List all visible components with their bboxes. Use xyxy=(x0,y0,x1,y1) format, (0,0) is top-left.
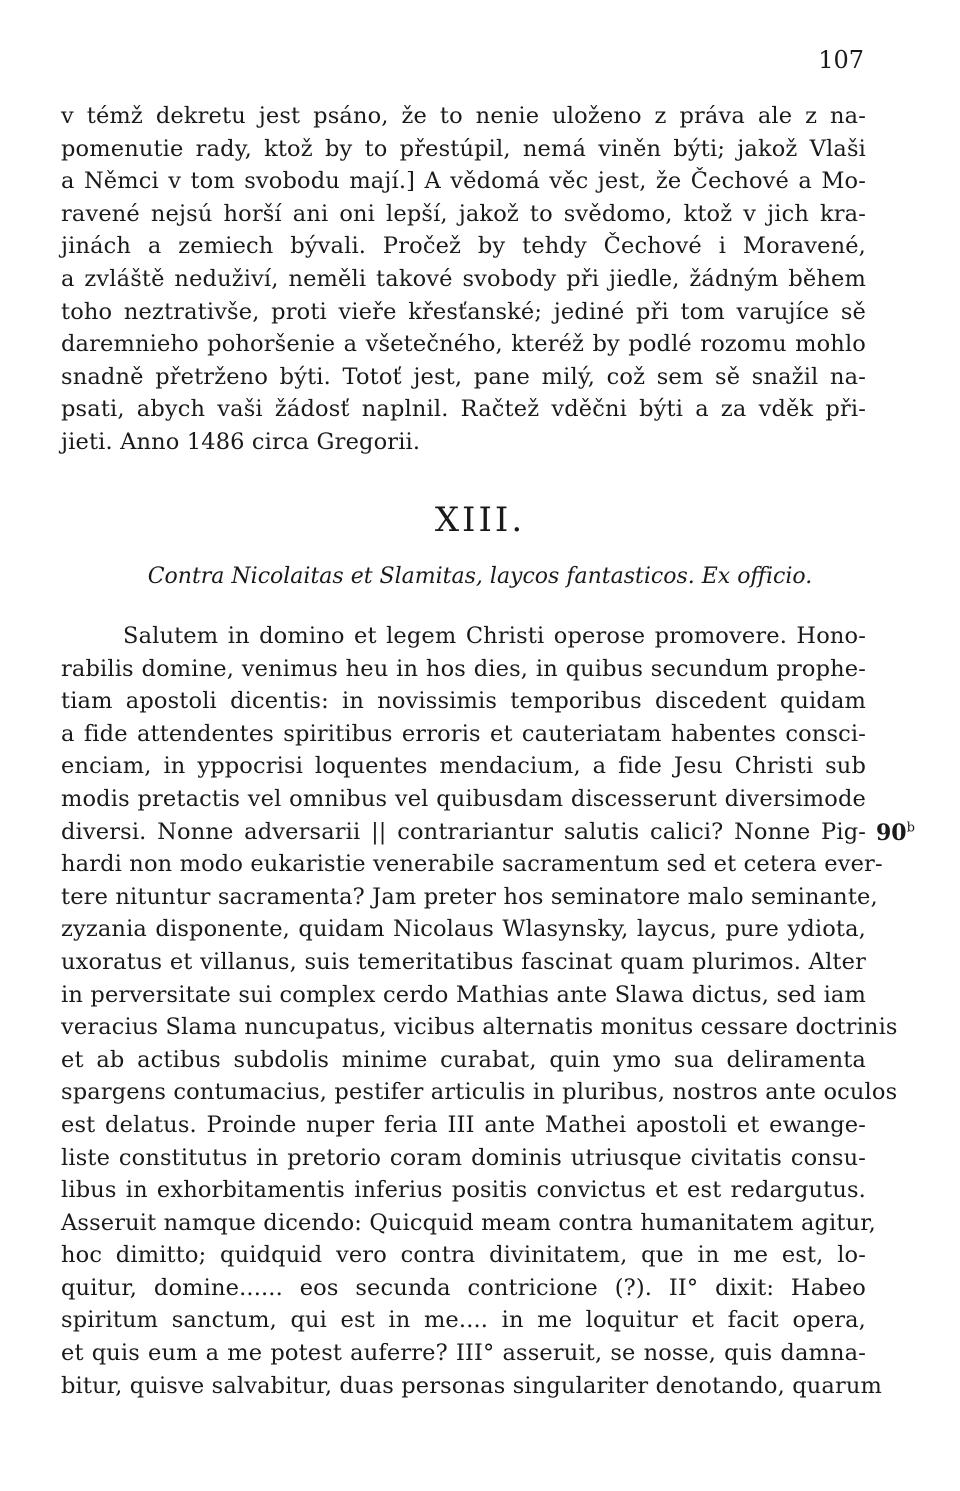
text-line: Asseruit namque dicendo: Quicquid meam contra humanitatem agitur, xyxy=(61,1209,876,1236)
page-number: 107 xyxy=(818,46,864,74)
text-line: in perversitate sui complex cerdo Mathias ante Slawa dictus, sed iam xyxy=(61,981,866,1008)
text-line: a zvláště neduživí, neměli takové svobody při jiedle, žádným během xyxy=(61,265,866,292)
section-heading: XIII. xyxy=(434,500,526,540)
text-line: daremnieho pohoršenie a všetečného, kteréž by podlé rozomu mohlo xyxy=(61,331,866,358)
text-line: hoc dimitto; quidquid vero contra divinitatem, que in me est, lo- xyxy=(61,1242,866,1269)
text-line: jinách a zemiech bývali. Pročež by tehdy Čechové i Moravené, xyxy=(61,233,866,260)
text-line: modis pretactis vel omnibus vel quibusdam discesserunt diversimode xyxy=(61,785,866,812)
czech-text-block xyxy=(61,100,866,459)
text-line: tiam apostoli dicentis: in novissimis temporibus discedent quidam xyxy=(61,688,866,715)
section-subheading: Contra Nicolaitas et Slamitas, laycos fantasticos. Ex officio. xyxy=(147,564,813,589)
text-line: veracius Slama nuncupatus, vicibus alternatis monitus cessare doctrinis xyxy=(61,1014,898,1041)
text-line: a Němci v tom svobodu mají.] A vědomá věc jest, že Čechové a Mo- xyxy=(61,168,866,195)
text-line: est delatus. Proinde nuper feria III ante Mathei apostoli et ewange- xyxy=(61,1111,866,1138)
margin-folio-note xyxy=(876,820,915,846)
text-line: bitur, quisve salvabitur, duas personas singulariter denotando, quarum xyxy=(61,1372,883,1399)
text-line: et quis eum a me potest auferre? III° asseruit, se nosse, quis damna- xyxy=(61,1340,866,1367)
text-line: psati, abych vaši žádosť naplnil. Račtež vděčni býti a za vděk při- xyxy=(61,396,866,423)
text-line: jieti. Anno 1486 circa Gregorii. xyxy=(61,428,421,455)
text-line: quitur, domine...... eos secunda contricione (?). II° dixit: Habeo xyxy=(61,1274,866,1301)
text-line: spargens contumacius, pestifer articulis in pluribus, nostros ante oculos xyxy=(61,1079,898,1106)
text-line: diversi. Nonne adversarii || contrariantur salutis calici? Nonne Pig- xyxy=(61,818,866,845)
text-line: liste constitutus in pretorio coram dominis utriusque civitatis consu- xyxy=(61,1144,866,1171)
text-line: pomenutie rady, ktož by to přestúpil, nemá viněn býti; jakož Vlaši xyxy=(61,135,866,162)
text-line: enciam, in yppocrisi loquentes mendacium, a fide Jesu Christi sub xyxy=(61,753,866,780)
text-line: tere nituntur sacramenta? Jam preter hos seminatore malo seminante, xyxy=(61,883,878,910)
text-line: libus in exhorbitamentis inferius positis convictus et est redargutus. xyxy=(61,1177,866,1204)
text-line: a fide attendentes spiritibus erroris et cauteriatam habentes consci- xyxy=(61,720,866,747)
margin-folio-suffix: b xyxy=(906,820,915,836)
text-line: spiritum sanctum, qui est in me.... in me loquitur et facit opera, xyxy=(61,1307,866,1334)
text-line: toho neztrativše, proti vieře křesťanské; jediné při tom varujíce sě xyxy=(61,298,866,325)
text-line: hardi non modo eukaristie venerabile sacramentum sed et cetera ever- xyxy=(61,851,883,878)
text-line: et ab actibus subdolis minime curabat, quin ymo sua deliramenta xyxy=(61,1046,866,1073)
text-line: uxoratus et villanus, suis temeritatibus fascinat quam plurimos. Alter xyxy=(61,948,866,975)
margin-folio-number: 90 xyxy=(876,820,907,846)
text-line: zyzania disponente, quidam Nicolaus Wlasynsky, laycus, pure ydiota, xyxy=(61,916,866,943)
text-line: ravené nejsú horší ani oni lepší, jakož to svědomo, ktož v jich kra- xyxy=(61,200,866,227)
text-line: Salutem in domino et legem Christi operose promovere. Hono- xyxy=(123,623,866,649)
text-line: snadně přetrženo býti. Totoť jest, pane milý, což sem sě snažil na- xyxy=(61,363,866,390)
text-line: rabilis domine, venimus heu in hos dies, in quibus secundum prophe- xyxy=(61,655,866,682)
text-line: v témž dekretu jest psáno, že to nenie uloženo z práva ale z na- xyxy=(61,103,866,129)
